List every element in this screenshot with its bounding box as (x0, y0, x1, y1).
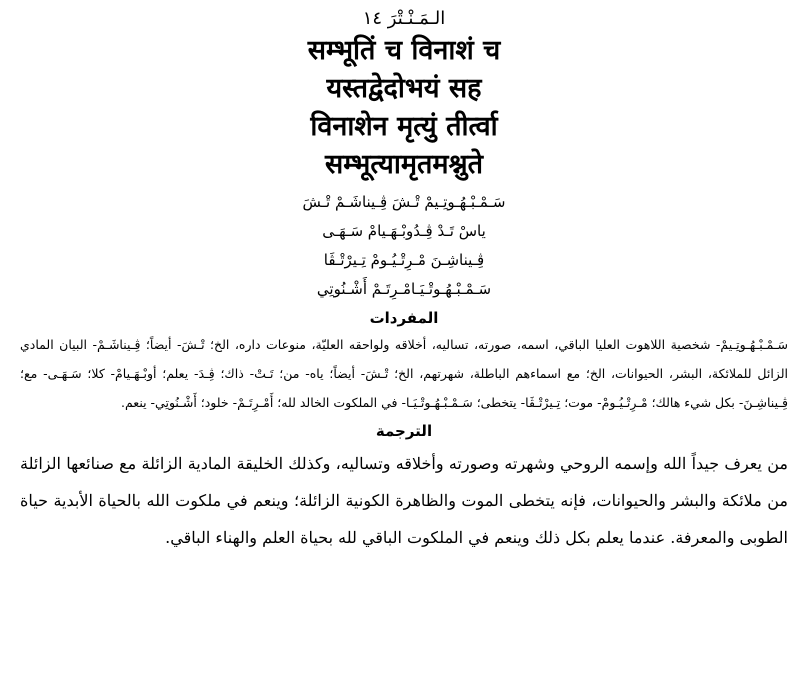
sanskrit-line: यस्तद्वेदोभयं सह (326, 73, 482, 104)
transliteration-verse (18, 188, 790, 304)
translation-heading: الترجمة (375, 422, 433, 440)
sanskrit-verse (18, 32, 790, 184)
vocab-text: سَـمْـبْـهُـوتِـيمْ- شخصية اللاهوت العليا الباقي، اسمه، صورته، تساليه، أخلاقه ولواحقه العليّة، منوعات داره، الخ؛ تْـشَ- أيضاً؛ ڤِـيناشَـمْ- البيان المادي الزائل للملائكة، البشر، الحيوانات، الخ؛ مع اسماءهم الباطلة، شهرتهم، الخ؛ تْـشَ- أيضاً؛ ياه- من؛ تَـتْ- ذاك؛ ڤِـدَ- يعلم؛ أوبْـهَـيامْ- كلا؛ سَـهَـى- مع؛ ڤِـيناشِـنَ- بكل شيء هالك؛ مْـرِتْـيُـومْ- موت؛ تِـيرْتْـڤَا- يتخطى؛ سَـمْـبْـهُـوتْـيَـا- في الملكوت الخالد لله؛ أَمْـرِتَـمْ- خلود؛ أَشْـنُوتِي- ينعم. (20, 337, 788, 410)
sanskrit-line: विनाशेन मृत्युं तीर्त्वा (310, 111, 498, 142)
transliteration-line: ڤِـيناشِـنَ مْـرِتْـيُـومْ تِـيرْتْـڤَا (323, 251, 485, 269)
transliteration-line: ياسْ تَـدْ ڤِـدُوبْـهَـيامْ سَـهَـى (322, 222, 486, 240)
transliteration-line: سَـمْـبْـهُـوتْـيَـامْـرِتَـمْ أَشْـنُوتِي (316, 280, 492, 298)
sanskrit-line: सम्भूतिं च विनाशं च (307, 35, 501, 66)
transliteration-line: سَـمْـبْـهُـوتِـيمْ تْـشَ ڤِـيناشَـمْ تْـشَ (302, 193, 506, 211)
sanskrit-line: सम्भूत्यामृतमश्नुते (325, 149, 483, 180)
mantra-number: الـمَـنْـتْرَ ١٤ (362, 8, 446, 29)
translation-text: من يعرف جيداً الله وإسمه الروحي وشهرته وصورته وأخلاقه وتساليه، وكذلك الخليقة المادية الزائلة مع صنائعها الزائلة من ملائكة والبشر والحيوانات، فإنه يتخطى الموت والظاهرة الكونية الزائلة؛ وينعم في ملكوت الله بالحياة الأبدية حياة الطوبى والمعرفة. عندما يعلم بكل ذلك وينعم في الملكوت الباقي لله بحياة العلم والهناء الباقي. (20, 454, 788, 547)
vocab-heading: المفردات (369, 309, 439, 327)
